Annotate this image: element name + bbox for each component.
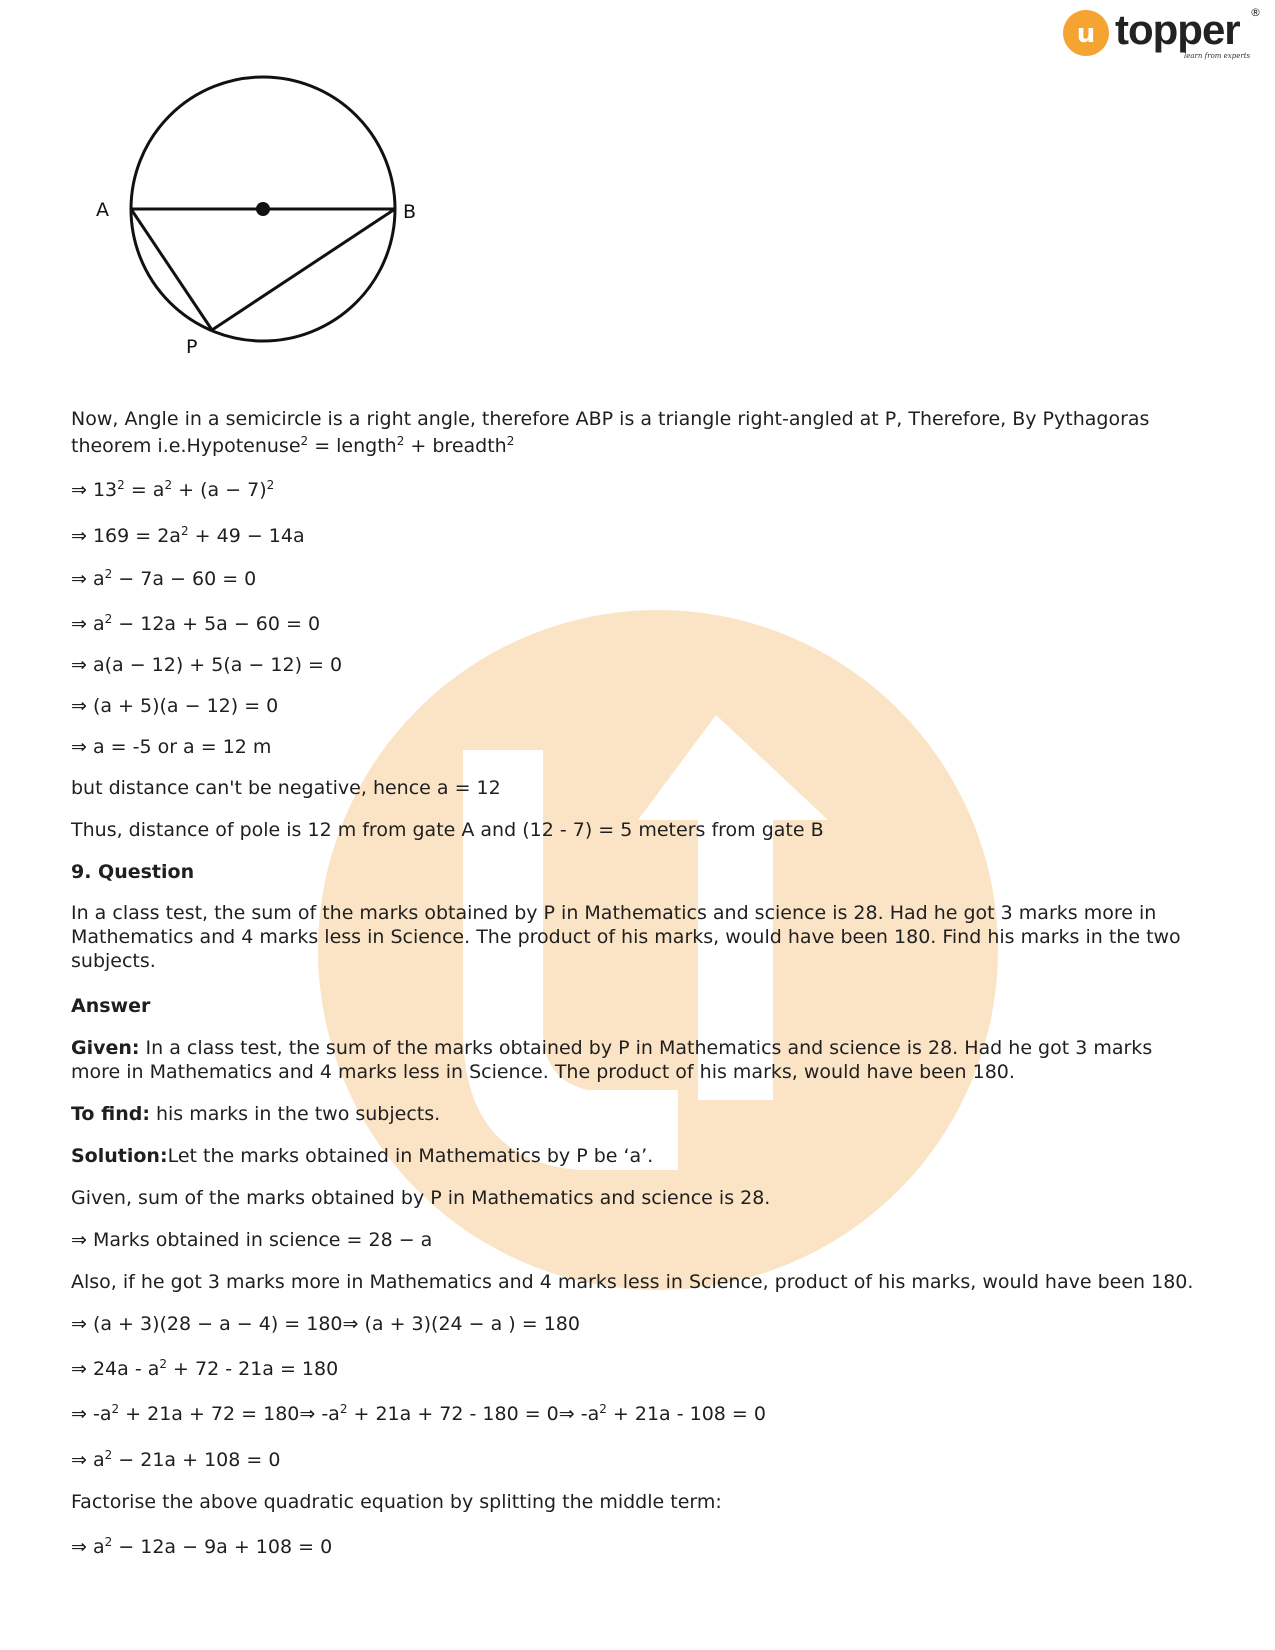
question-text: In a class test, the sum of the marks obtained by P in Mathematics and science is 28. Had he got 3 marks more in Mathematics and 4 marks less in Science. The product of his marks, would have been 180. Find his marks in the two subjects. xyxy=(71,902,1181,972)
equation-line: ⇒ (a + 3)(28 − a − 4) = 180⇒ (a + 3)(24 − a ) = 180 xyxy=(71,1313,580,1335)
text-line: Factorise the above quadratic equation by splitting the middle term: xyxy=(71,1491,722,1513)
circle-diagram xyxy=(90,70,450,380)
svg-text:u: u xyxy=(1076,19,1096,49)
registered-mark: ® xyxy=(1250,6,1261,19)
to-find-line: To find: his marks in the two subjects. xyxy=(71,1103,441,1125)
given-label: Given: xyxy=(71,1037,140,1059)
equation-line: ⇒ $169 = 2a^2 + 49 - 14a$ xyxy=(71,524,305,547)
brand-name: topper xyxy=(1115,6,1240,53)
label-b: B xyxy=(403,201,417,223)
brand-logo xyxy=(1060,6,1260,64)
equation-line: ⇒ a = -5 or a = 12 m xyxy=(71,736,272,758)
equation-line: ⇒ $24a - a^2 + 72 - 21a = 180$ xyxy=(71,1357,339,1380)
equation-line: ⇒ Marks obtained in science = 28 − a xyxy=(71,1229,433,1251)
question-heading: 9. Question xyxy=(71,861,195,883)
text-line: Given, sum of the marks obtained by P in Mathematics and science is 28. xyxy=(71,1187,771,1209)
chord-ap xyxy=(131,209,212,330)
label-p: P xyxy=(186,336,198,358)
solution-label: Solution: xyxy=(71,1145,168,1167)
equation-line: ⇒ $-a^2 + 21a + 72$ = 180⇒ $-a^2 + 21a + 72 - 180$ = 0⇒ $-a^2 + 21a - 108 = 0$ xyxy=(71,1402,766,1425)
equation-line: ⇒ $a^2 - 21a + 108 = 0$ xyxy=(71,1448,281,1471)
text-line: Thus, distance of pole is 12 m from gate A and (12 - 7) = 5 meters from gate B xyxy=(71,819,824,841)
brand-tagline: learn from experts xyxy=(1184,52,1251,60)
equation-line: ⇒ $a^2 - 7a - 60 = 0$ xyxy=(71,567,257,590)
label-a: A xyxy=(96,199,109,221)
text-line: but distance can't be negative, hence a = 12 xyxy=(71,777,501,799)
equation-line: ⇒ $a^2 - 12a - 9a + 108 = 0$ xyxy=(71,1535,333,1558)
paragraph-line: Now, Angle in a semicircle is a right angle, therefore ABP is a triangle right-angled at P, Therefore, By Pythagoras xyxy=(71,408,1150,430)
given-paragraph: Given: In a class test, the sum of the marks obtained by P in Mathematics and science is 28. Had he got 3 marks more in Mathematics and 4 marks less in Science. The product of his marks, would have been 180. xyxy=(71,1037,1153,1083)
equation-line: ⇒ $a^2 - 12a + 5a - 60 = 0$ xyxy=(71,612,321,635)
solution-line: Solution:Let the marks obtained in Mathematics by P be ‘a’. xyxy=(71,1145,654,1167)
text-line: Also, if he got 3 marks more in Mathematics and 4 marks less in Science, product of his marks, would have been 180. xyxy=(71,1271,1194,1293)
chord-bp xyxy=(212,209,395,330)
equation-line: ⇒ a(a − 12) + 5(a − 12) = 0 xyxy=(71,654,343,676)
paragraph-line: theorem i.e.Hypotenuse$^2$ = length$^2$ + breadth$^2$ xyxy=(71,434,515,457)
equation-line: ⇒ $13^2 = a^2 + (a - 7)^2$ xyxy=(71,478,275,501)
center-point xyxy=(256,202,270,216)
equation-line: ⇒ (a + 5)(a − 12) = 0 xyxy=(71,695,279,717)
to-find-label: To find: xyxy=(71,1103,150,1125)
answer-heading: Answer xyxy=(71,995,151,1017)
brand-u-icon xyxy=(1062,9,1112,59)
